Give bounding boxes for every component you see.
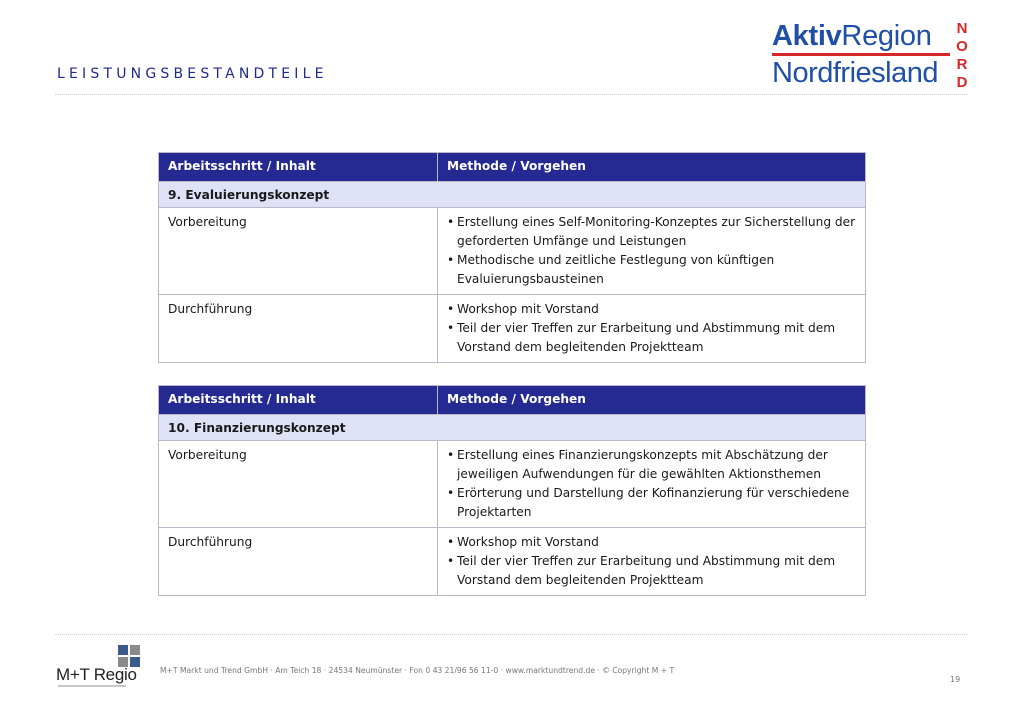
- method-item: • Erörterung und Darstellung der Kofinanzierung für verschiedene Projektarten: [447, 484, 856, 522]
- method-item: • Workshop mit Vorstand: [447, 533, 856, 552]
- column-header: Methode / Vorgehen: [438, 386, 866, 415]
- logo-square: [118, 645, 128, 655]
- method-cell: [438, 295, 866, 363]
- table-finanzierungskonzept: [158, 385, 866, 596]
- section-title: 10. Finanzierungskonzept: [159, 415, 866, 441]
- column-header: Arbeitsschritt / Inhalt: [159, 386, 438, 415]
- column-header: Methode / Vorgehen: [438, 153, 866, 182]
- table-evaluierungskonzept: [158, 152, 866, 363]
- method-item: • Workshop mit Vorstand: [447, 300, 856, 319]
- method-item: • Erstellung eines Self-Monitoring-Konzeptes zur Sicherstellung der geforderten Umfänge und Leistungen: [447, 213, 856, 251]
- table-row: [159, 528, 866, 596]
- step-cell: Vorbereitung: [159, 208, 438, 295]
- section-row: [159, 182, 866, 208]
- footer-divider: [55, 634, 967, 635]
- aktivregion-logo: [770, 18, 970, 94]
- column-header: Arbeitsschritt / Inhalt: [159, 153, 438, 182]
- step-cell: Durchführung: [159, 528, 438, 596]
- table-header-row: [159, 386, 866, 415]
- method-item: • Teil der vier Treffen zur Erarbeitung und Abstimmung mit dem Vorstand dem begleitenden Projektteam: [447, 552, 856, 590]
- mt-regio-logo: [56, 645, 142, 691]
- logo-line-1: AktivRegion: [772, 20, 932, 52]
- section-title: 9. Evaluierungskonzept: [159, 182, 866, 208]
- logo-tagline-bar: [58, 685, 126, 687]
- table-header-row: [159, 153, 866, 182]
- table-row: [159, 295, 866, 363]
- method-item: • Erstellung eines Finanzierungskonzepts mit Abschätzung der jeweiligen Aufwendungen für die gewählten Aktionsthemen: [447, 446, 856, 484]
- step-cell: Durchführung: [159, 295, 438, 363]
- method-cell: [438, 528, 866, 596]
- page-title: LEISTUNGSBESTANDTEILE: [57, 66, 328, 82]
- logo-brand-text: M+T Regio: [56, 665, 137, 684]
- method-item: • Methodische und zeitliche Festlegung von künftigen Evaluierungsbausteinen: [447, 251, 856, 289]
- table-row: [159, 208, 866, 295]
- section-row: [159, 415, 866, 441]
- header-divider: [55, 94, 967, 95]
- logo-nord-letters: N O R D: [956, 20, 968, 91]
- method-item: • Teil der vier Treffen zur Erarbeitung und Abstimmung mit dem Vorstand dem begleitenden Projektteam: [447, 319, 856, 357]
- page-number: 19: [950, 675, 961, 684]
- method-cell: [438, 441, 866, 528]
- table-row: [159, 441, 866, 528]
- step-cell: Vorbereitung: [159, 441, 438, 528]
- method-cell: [438, 208, 866, 295]
- logo-line-2: Nordfriesland: [772, 57, 938, 89]
- footer-contact: M+T Markt und Trend GmbH · Am Teich 18 · 24534 Neumünster · Fon 0 43 21/96 56 11-0 · www.marktundtrend.de · © Copyright M + T: [160, 666, 675, 675]
- logo-square: [130, 645, 140, 655]
